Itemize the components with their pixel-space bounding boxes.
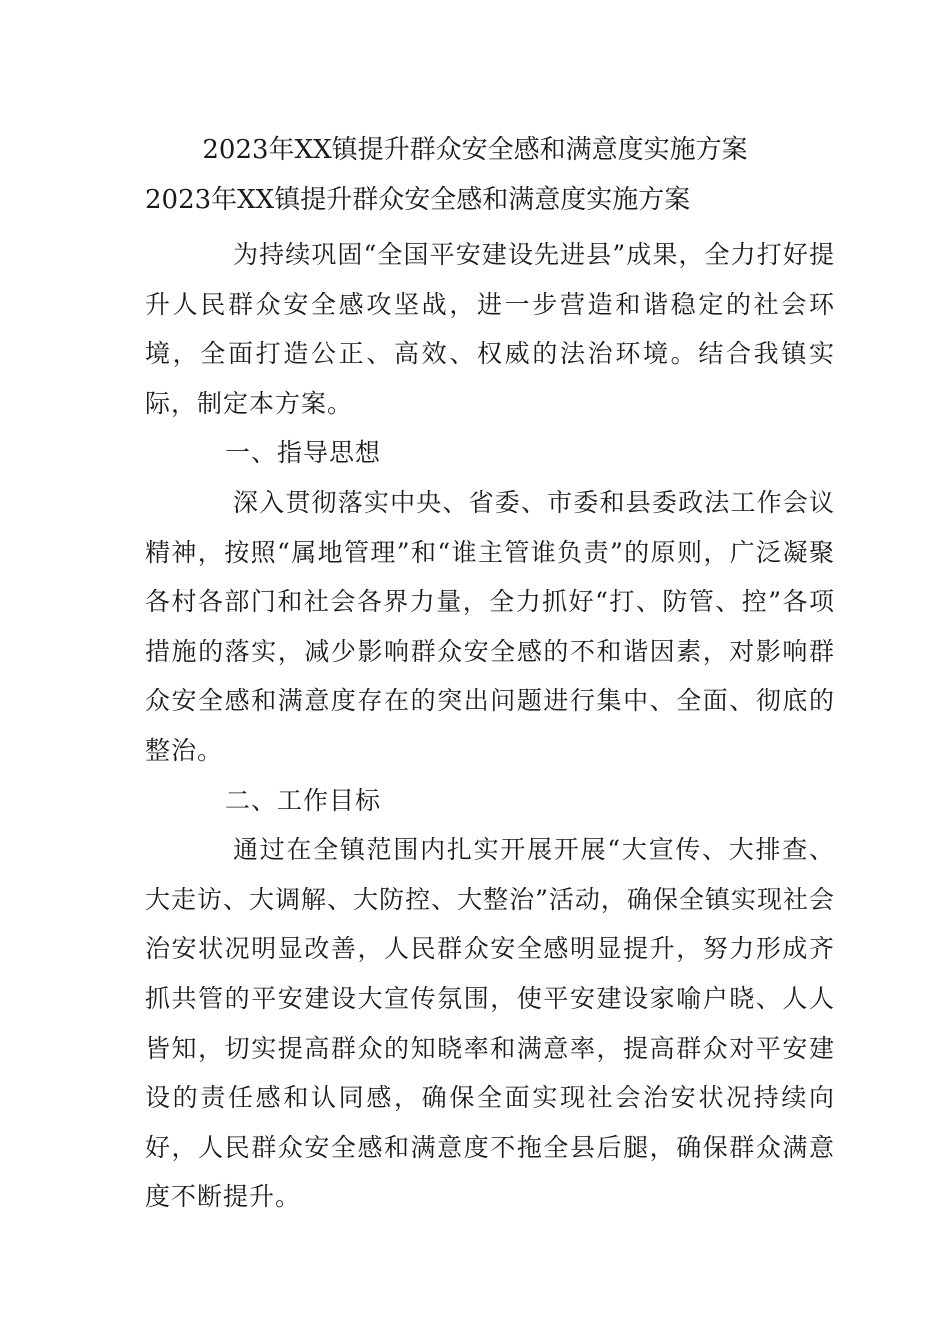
section-body-guiding-ideology: 深入贯彻落实中央、省委、市委和县委政法工作会议精神，按照“属地管理”和“谁主管谁负责”的原则，广泛凝聚各村各部门和社会各界力量，全力抓好“打、防管、控”各项措施的落实，减少影响群众安全感的不和谐因素，对影响群众安全感和满意度存在的突出问题进行集中、全面、彻底的整治。 [145,487,835,765]
section-body-work-goals: 通过在全镇范围内扎实开展开展“大宣传、大排查、大走访、大调解、大防控、大整治”活动，确保全镇实现社会治安状况明显改善，人民群众安全感明显提升，努力形成齐抓共管的平安建设大宣传氛围，使平安建设家喻户晓、人人皆知，切实提高群众的知晓率和满意率，提高群众对平安建设的责任感和认同感，确保全面实现社会治安状况持续向好，人民群众安全感和满意度不拖全县后腿，确保群众满意度不断提升。 [145,835,835,1212]
document-title-left: 2023年XX镇提升群众安全感和满意度实施方案 [145,185,691,215]
intro-paragraph: 为持续巩固“全国平安建设先进县”成果，全力打好提升人民群众安全感攻坚战，进一步营造和谐稳定的社会环境，全面打造公正、高效、权威的法治环境。结合我镇实际，制定本方案。 [145,240,835,418]
section-heading-work-goals: 二、工作目标 [225,785,382,815]
section-heading-guiding-ideology: 一、指导思想 [225,438,382,468]
document-title-centered: 2023年XX镇提升群众安全感和满意度实施方案 [202,135,748,165]
document-body [145,230,835,1222]
